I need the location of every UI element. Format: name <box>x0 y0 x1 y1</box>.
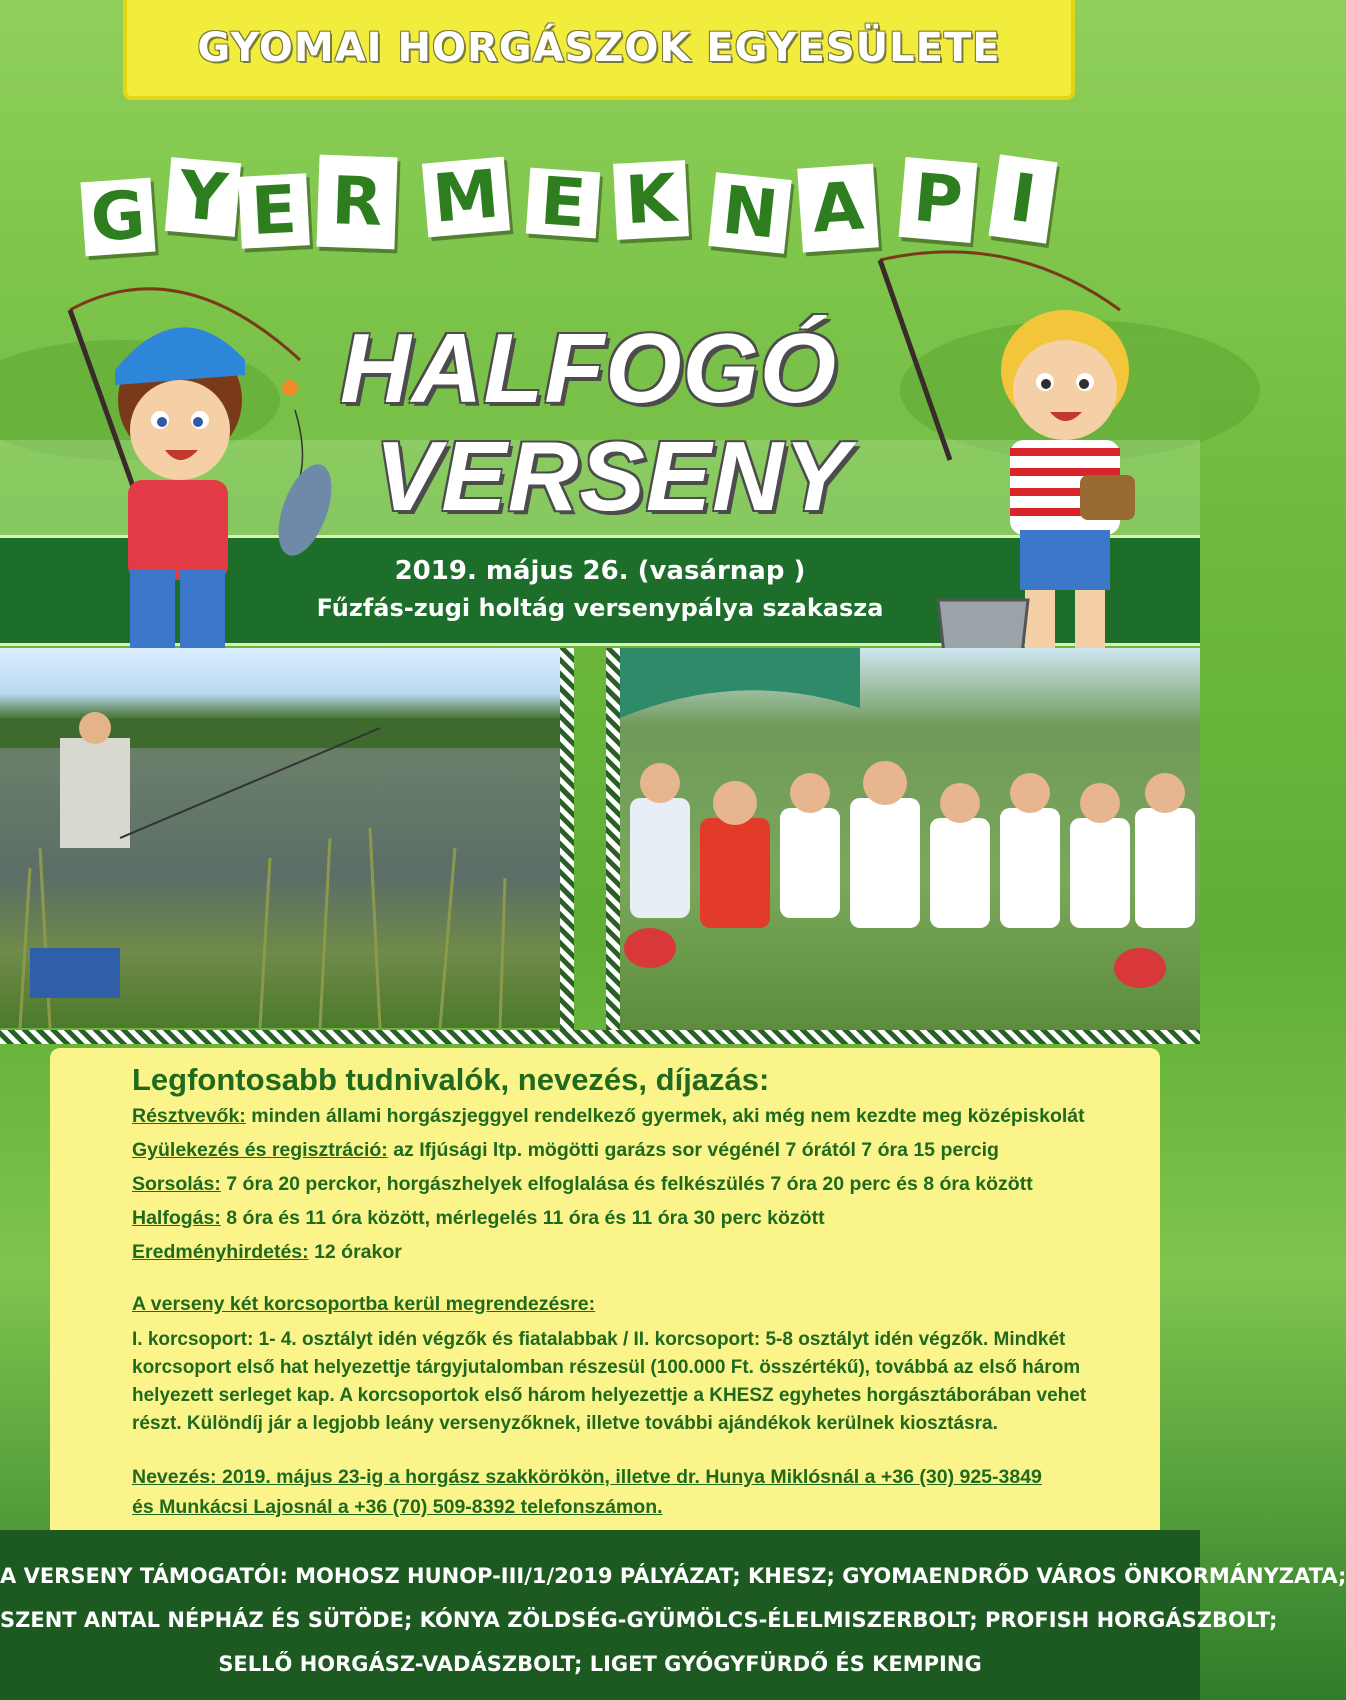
info-row-draw <box>132 1173 1033 1196</box>
title-tile: M <box>422 157 510 238</box>
title-tile: I <box>989 154 1058 243</box>
title-line-verseny: VERSENY <box>375 421 851 531</box>
info-row-participants <box>132 1105 1085 1128</box>
photo-bottom-border <box>0 1030 1200 1044</box>
info-heading: Legfontosabb tudnivalók, nevezés, díjazás: <box>132 1062 770 1097</box>
title-tile: P <box>899 157 978 243</box>
sponsors-line-1: A VERSENY TÁMOGATÓI: MOHOSZ HUNOP-III/1/2019 PÁLYÁZAT; KHESZ; GYOMAENDRŐD VÁROS ÖNKORMÁNYZATA; <box>0 1564 1346 1588</box>
organization-name: GYOMAI HORGÁSZOK EGYESÜLETE <box>197 25 1001 71</box>
info-label: Gyülekezés és regisztráció: <box>132 1139 388 1161</box>
registration-line-1 <box>132 1466 1042 1489</box>
info-label: Sorsolás: <box>132 1173 221 1195</box>
info-text: 12 órakor <box>308 1241 402 1263</box>
registration-text-1: Nevezés: 2019. május 23-ig a horgász szakkörökön, illetve dr. Hunya Miklósnál a +36 (30) 925-3849 <box>132 1466 1042 1488</box>
children-photo-details <box>620 648 1200 1038</box>
info-label: Résztvevők: <box>132 1105 246 1127</box>
info-text: minden állami horgászjeggyel rendelkező gyermek, aki még nem kezdte meg középiskolát <box>245 1105 1085 1127</box>
organization-banner <box>123 0 1075 100</box>
title-tile: E <box>526 168 600 239</box>
age-groups-heading <box>132 1293 595 1316</box>
info-row-gathering <box>132 1139 999 1162</box>
info-text: az Ifjúsági ltp. mögötti garázs sor végénél 7 órától 7 óra 15 percig <box>387 1139 999 1161</box>
age-groups-text: I. korcsoport: 1- 4. osztályt idén végzők és fiatalabbak / II. korcsoport: 5-8 osztályt idén végzők. Mindkét korcsoport első hat helyezettje tárgyjutalomban részesül (100.000 Ft. összértékű), továbbá az első három helyezett serleget kap. A korcsoportok első három helyezettje a KHESZ egyhetes horgásztáborában vehet részt. Különdíj jár a legjobb leány versenyzőknek, illetve további ajándékok kerülnek kiosztásra. <box>132 1329 1087 1434</box>
sponsors-line-2: SZENT ANTAL NÉPHÁZ ÉS SÜTÖDE; KÓNYA ZÖLDSÉG-GYÜMÖLCS-ÉLELMISZERBOLT; PROFISH HORGÁSZBOLT; <box>0 1608 1278 1632</box>
info-row-fishing <box>132 1207 825 1230</box>
photo-divider <box>560 648 574 1038</box>
title-tile: G <box>81 178 156 257</box>
title-tile: E <box>238 173 310 248</box>
children-group-photo <box>620 648 1200 1038</box>
title-tile: K <box>613 160 689 240</box>
event-date: 2019. május 26. (vasárnap ) <box>394 556 806 586</box>
lake-photo <box>0 648 560 1028</box>
title-tile: Y <box>165 157 241 237</box>
registration-line-2 <box>132 1496 663 1519</box>
lake-photo-details <box>0 648 560 1028</box>
age-groups-heading-text: A verseny két korcsoportba kerül megrendezésre: <box>132 1293 596 1315</box>
info-row-results <box>132 1241 402 1264</box>
photo-divider <box>606 648 620 1038</box>
info-label: Eredményhirdetés: <box>132 1241 309 1263</box>
info-label: Halfogás: <box>132 1207 221 1229</box>
title-tile: N <box>708 172 791 254</box>
title-tile: R <box>316 155 397 250</box>
title-line-halfogo: HALFOGÓ <box>340 313 837 423</box>
sponsors-line-3: SELLŐ HORGÁSZ-VADÁSZBOLT; LIGET GYÓGYFÜRDŐ ÉS KEMPING <box>218 1652 982 1676</box>
info-text: 8 óra és 11 óra között, mérlegelés 11 óra és 11 óra 30 perc között <box>220 1207 825 1229</box>
sponsors-footer <box>0 1530 1346 1700</box>
title-tile: A <box>797 163 879 252</box>
info-text: 7 óra 20 perckor, horgászhelyek elfoglalása és felkészülés 7 óra 20 perc és 8 óra között <box>220 1173 1033 1195</box>
girl-fishing-illustration <box>860 240 1180 710</box>
info-box <box>50 1048 1160 1548</box>
registration-text-2: és Munkácsi Lajosnál a +36 (70) 509-8392 telefonszámon. <box>132 1496 663 1518</box>
event-location: Fűzfás-zugi holtág versenypálya szakasza <box>316 594 884 622</box>
